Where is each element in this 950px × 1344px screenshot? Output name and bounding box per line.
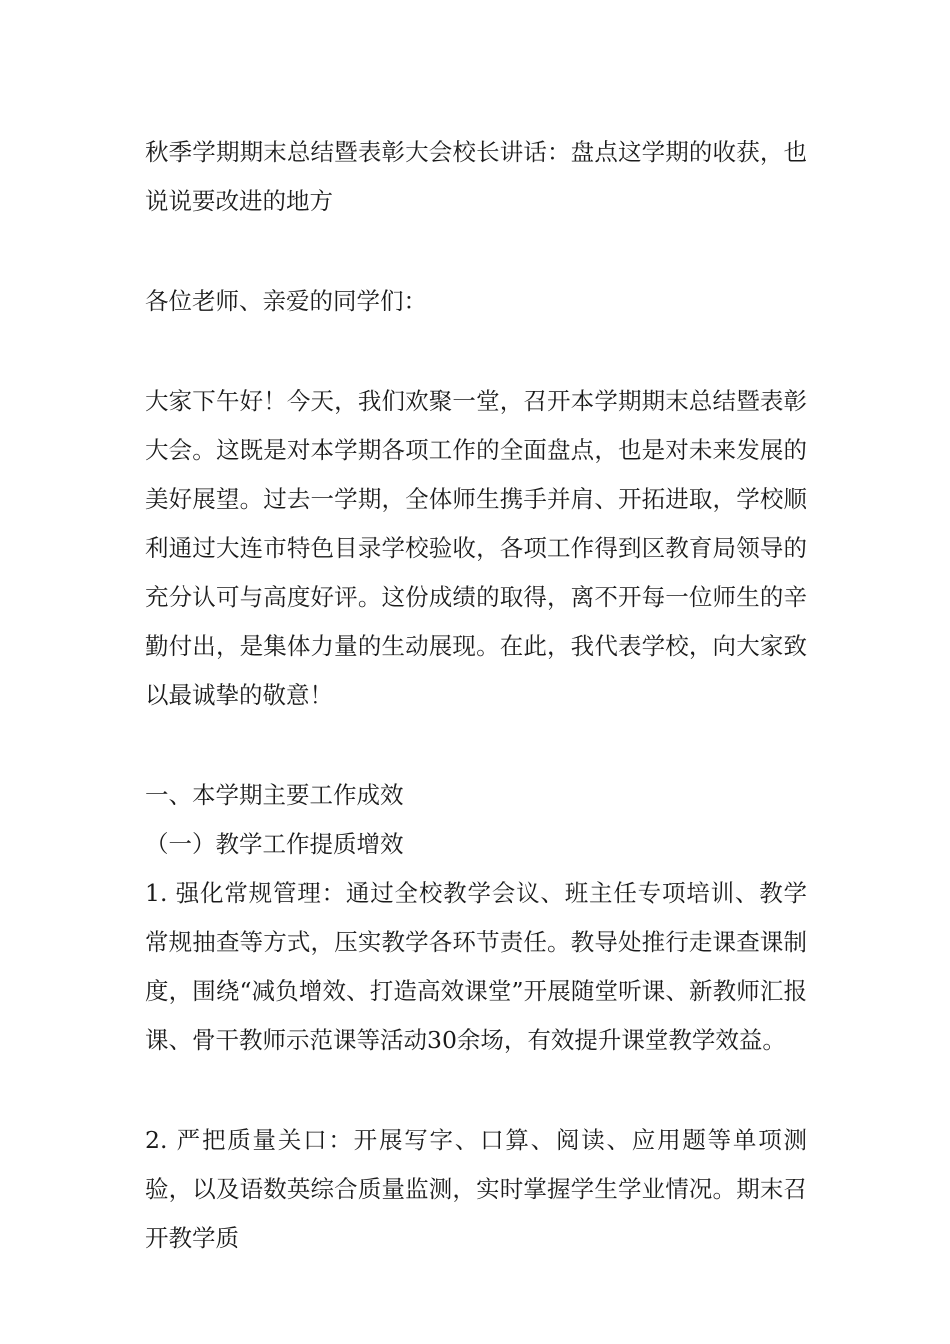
document-body [145,128,807,1263]
list-item-1: 1. 强化常规管理：通过全校教学会议、班主任专项培训、教学常规抽查等方式，压实教学各环节责任。教导处推行走课查课制度，围绕“减负增效、打造高效课堂”开展随堂听课、新教师汇报课、骨干教师示范课等活动30余场，有效提升课堂教学效益。 [145,879,807,1054]
subsection-heading: （一）教学工作提质增效 [145,830,404,858]
section-heading: 一、本学期主要工作成效 [145,781,404,809]
greeting-paragraph: 各位老师、亲爱的同学们： [145,287,427,315]
list-item-2: 2. 严把质量关口：开展写字、口算、阅读、应用题等单项测验，以及语数英综合质量监测，实时掌握学生学业情况。期末召开教学质 [145,1126,807,1252]
document-title: 秋季学期期末总结暨表彰大会校长讲话：盘点这学期的收获，也说说要改进的地方 [145,138,807,215]
intro-paragraph: 大家下午好！今天，我们欢聚一堂，召开本学期期末总结暨表彰大会。这既是对本学期各项工作的全面盘点，也是对未来发展的美好展望。过去一学期，全体师生携手并肩、开拓进取，学校顺利通过大连市特色目录学校验收，各项工作得到区教育局领导的充分认可与高度好评。这份成绩的取得，离不开每一位师生的辛勤付出，是集体力量的生动展现。在此，我代表学校，向大家致以最诚挚的敬意！ [145,387,807,709]
